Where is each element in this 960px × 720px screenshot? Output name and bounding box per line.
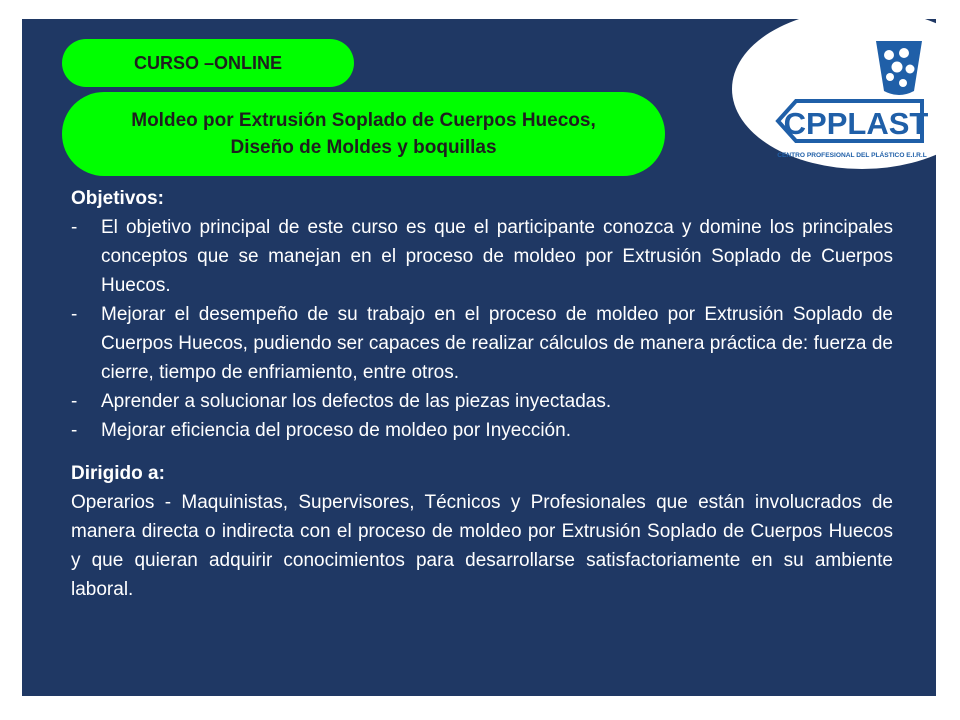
cup-icon: [876, 41, 922, 95]
course-type-label: CURSO –ONLINE: [133, 52, 283, 73]
objetivo-text: Mejorar el desempeño de su trabajo en el proceso de moldeo por Extrusión Soplado de Cuerpos Huecos, pudiendo ser capaces de realizar cálculos de manera práctica de: fuerza de cierre, tiempo de enfriamiento, entre otros.: [101, 304, 893, 383]
objetivo-text: El objetivo principal de este curso es que el participante conozca y domine los principales conceptos que se manejan en el proceso de moldeo por Extrusión Soplado de Cuerpos Huecos.: [101, 217, 893, 296]
slide-background: [22, 19, 936, 696]
course-description: [71, 184, 893, 604]
dirigido-heading: Dirigido a:: [71, 463, 165, 484]
course-type-badge: [62, 39, 354, 87]
course-title-banner: [62, 92, 665, 176]
cpplast-logo: [764, 39, 929, 164]
logo-brand-text: CPPLAST: [783, 106, 929, 141]
list-item: [71, 416, 893, 445]
bullet-dash: -: [71, 217, 78, 238]
objetivo-text: Aprender a solucionar los defectos de las piezas inyectadas.: [101, 391, 612, 412]
dirigido-text: Operarios - Maquinistas, Supervisores, Técnicos y Profesionales que están involucrados de manera directa o indirecta con el proceso de moldeo por Extrusión Soplado de Cuerpos Huecos y que quieran adquirir conocimientos para desarrollarse satisfactoriamente en su ambiente laboral.: [71, 492, 893, 600]
bullet-dash: -: [71, 391, 78, 412]
bullet-dash: -: [71, 420, 78, 441]
objetivos-list: [71, 213, 893, 445]
bullet-dash: -: [71, 304, 78, 325]
list-item: [71, 300, 893, 387]
course-title-line-2: Diseño de Moldes y boquillas: [230, 137, 497, 158]
objetivo-text: Mejorar eficiencia del proceso de moldeo por Inyección.: [101, 420, 571, 441]
logo-tagline: CENTRO PROFESIONAL DEL PLÁSTICO E.I.R.L: [777, 152, 927, 159]
list-item: [71, 213, 893, 300]
objetivos-heading: Objetivos:: [71, 188, 164, 209]
course-title-line-1: Moldeo por Extrusión Soplado de Cuerpos Huecos,: [131, 110, 596, 131]
list-item: [71, 387, 893, 416]
